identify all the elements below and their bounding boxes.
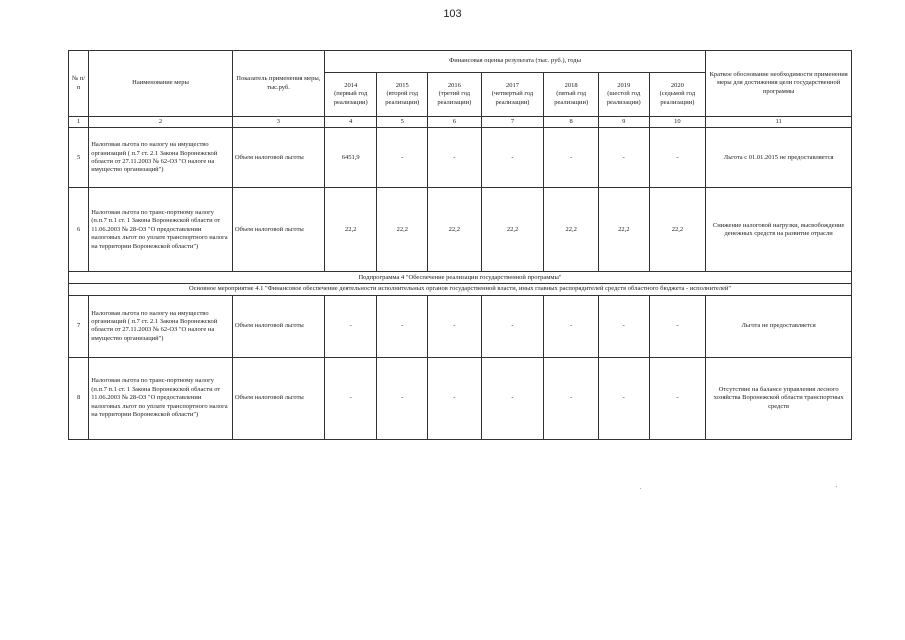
indicator: Объем налоговой льготы (232, 128, 324, 188)
justification: Льгота не предоставляется (706, 295, 852, 357)
row-number: 7 (69, 295, 89, 357)
header-year-2020 (649, 73, 706, 117)
header-year-label: (второй год реализации) (385, 90, 420, 106)
measure-name: Налоговая льгота по транс-портному налогу (п.п.7 п.1 ст. 1 Закона Воронежской области от 11.06.2003 № 28-ОЗ "О предоставлении налоговых льгот по уплате транспортного налога на территории Воронежской области") (89, 357, 233, 439)
measure-name: Налоговая льгота по транс-портному налогу (п.п.7 п.1 ст. 1 Закона Воронежской области от 11.06.2003 № 28-ОЗ "О предоставлении налоговых льгот по уплате транспортного налога на территории Воронежской области") (89, 188, 233, 272)
header-number: № п/п (69, 51, 89, 117)
subprogram-title: Подпрограмма 4 "Обеспечение реализации государственной программы" (69, 272, 852, 284)
column-number: 9 (598, 117, 649, 128)
table-row (69, 295, 852, 357)
table-row (69, 357, 852, 439)
financial-value: 22,2 (324, 188, 377, 272)
column-number: 4 (324, 117, 377, 128)
header-year-2014 (324, 73, 377, 117)
column-number: 6 (428, 117, 482, 128)
main-event-title: Основное мероприятие 4.1 "Финансовое обеспечение деятельности исполнительных органов государственной власти, иных главных распорядителей средств областного бюджета - исполнителей" (69, 284, 852, 295)
page-number: 103 (443, 8, 462, 20)
financial-value: - (377, 295, 428, 357)
indicator: Объем налоговой льготы (232, 188, 324, 272)
financial-value: - (377, 128, 428, 188)
header-year-value: 2017 (506, 81, 519, 89)
header-indicator: Показатель применения меры, тыс.руб. (232, 51, 324, 117)
header-year-label: (первый год реализации) (333, 90, 368, 106)
header-year-label: (пятый год реализации) (554, 90, 589, 106)
header-year-label: (четвертый год реализации) (491, 90, 534, 106)
financial-value: - (428, 128, 482, 188)
row-number: 6 (69, 188, 89, 272)
table-row (69, 188, 852, 272)
table-row (69, 128, 852, 188)
financial-value: - (481, 128, 544, 188)
column-number: 3 (232, 117, 324, 128)
financial-value: 22,2 (481, 188, 544, 272)
column-number: 5 (377, 117, 428, 128)
header-justification: Краткое обоснование необходимости применения меры для достижения цели государственной программы (706, 51, 852, 117)
financial-value: - (544, 357, 599, 439)
indicator: Объем налоговой льготы (232, 357, 324, 439)
column-number: 8 (544, 117, 599, 128)
financial-value: 22,2 (377, 188, 428, 272)
financial-value: - (428, 295, 482, 357)
indicator: Объем налоговой льготы (232, 295, 324, 357)
financial-value: - (649, 295, 706, 357)
financial-value: - (649, 357, 706, 439)
header-year-value: 2014 (344, 81, 358, 89)
header-year-value: 2020 (670, 81, 684, 89)
financial-value: 6451,9 (324, 128, 377, 188)
row-number: 5 (69, 128, 89, 188)
header-measure-name: Наименование меры (89, 51, 233, 117)
header-financial-estimate: Финансовая оценка результата (тыс. руб.), годы (324, 51, 705, 73)
column-number: 1 (69, 117, 89, 128)
tax-benefits-table (68, 50, 852, 440)
justification: Льгота с 01.01.2015 не предоставляется (706, 128, 852, 188)
justification: Снижение налоговой нагрузки, высвобождение денежных средств на развитие отрасли (706, 188, 852, 272)
financial-value: - (324, 295, 377, 357)
header-year-2016 (428, 73, 482, 117)
financial-value: - (544, 128, 599, 188)
measure-name: Налоговая льгота по налогу на имущество организаций ( п.7 ст. 2.1 Закона Воронежской области от 27.11.2003 № 62-ОЗ "О налоге на имущество организаций") (89, 295, 233, 357)
column-number: 10 (649, 117, 706, 128)
row-number: 8 (69, 357, 89, 439)
financial-value: 22,2 (649, 188, 706, 272)
financial-value: - (544, 295, 599, 357)
financial-value: 22,2 (428, 188, 482, 272)
financial-value: - (481, 295, 544, 357)
header-year-value: 2019 (617, 81, 631, 89)
measure-name: Налоговая льгота по налогу на имущество организаций ( п.7 ст. 2.1 Закона Воронежской области от 27.11.2003 № 62-ОЗ "О налоге на имущество организаций") (89, 128, 233, 188)
column-number: 11 (706, 117, 852, 128)
header-year-label: (шестой год реализации) (606, 90, 641, 106)
header-year-value: 2016 (447, 81, 461, 89)
header-year-value: 2015 (395, 81, 409, 89)
column-number: 2 (89, 117, 233, 128)
header-year-2015 (377, 73, 428, 117)
financial-value: - (649, 128, 706, 188)
financial-value: - (377, 357, 428, 439)
justification: Отсутствие на балансе управления лесного хозяйства Воронежской области транспортных средств (706, 357, 852, 439)
financial-value: - (598, 295, 649, 357)
header-year-label: (третий год реализации) (437, 90, 472, 106)
financial-value: - (428, 357, 482, 439)
header-year-label: (седьмой год реализации) (659, 90, 696, 106)
header-year-2018 (544, 73, 599, 117)
column-number: 7 (481, 117, 544, 128)
financial-value: 22,2 (544, 188, 599, 272)
financial-value: - (598, 357, 649, 439)
financial-value: - (598, 128, 649, 188)
header-year-value: 2018 (564, 81, 578, 89)
financial-value: - (324, 357, 377, 439)
header-year-2019 (598, 73, 649, 117)
header-year-2017 (481, 73, 544, 117)
financial-value: - (481, 357, 544, 439)
financial-value: 22,2 (598, 188, 649, 272)
